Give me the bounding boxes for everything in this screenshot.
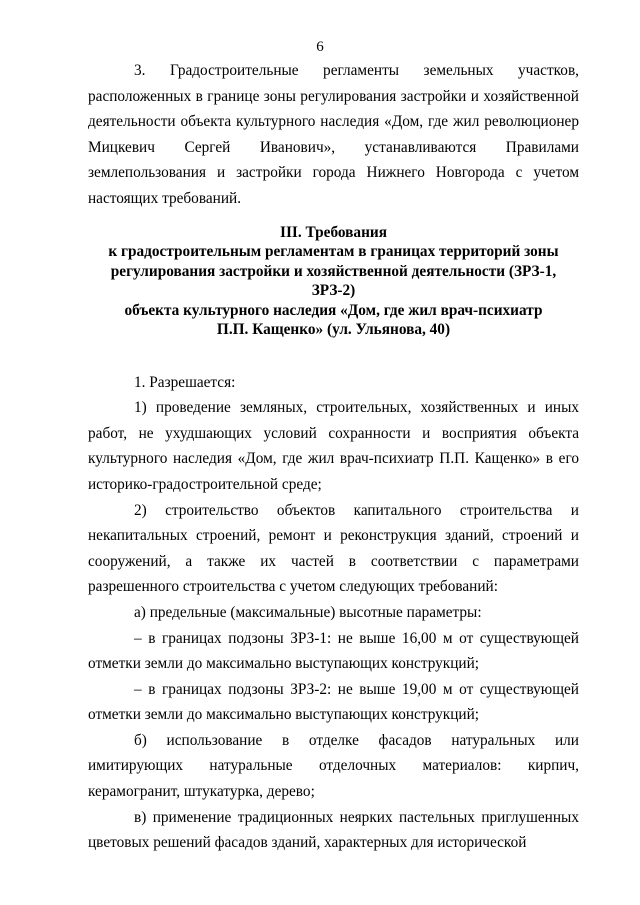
paragraph-zrz1: – в границах подзоны ЗРЗ-1: не выше 16,00 м от существующей отметки земли до максимально выступающих конструкций;	[88, 629, 579, 673]
paragraph-item-v: в) применение традиционных неярких пастельных приглушенных цветовых решений фасадов зданий, характерных для исторической	[88, 808, 579, 852]
paragraph-item-b: б) использование в отделке фасадов натуральных или имитирующих натуральные отделочных материалов: кирпич, керамогранит, штукатурка, дерево;	[88, 731, 579, 801]
paragraph-zrz2: – в границах подзоны ЗРЗ-2: не выше 19,00 м от существующей отметки земли до максимально выступающих конструкций;	[88, 680, 579, 724]
paragraph-item-2: 2) строительство объектов капитального строительства и некапитальных строений, ремонт и реконструкция зданий, строений и сооружений, а также их частей в соответствии с параметрами разрешенного строительства с учетом следующих требований:	[88, 501, 579, 596]
heading-line-1: III. Требования	[280, 223, 387, 241]
heading-line-3: регулирования застройки и хозяйственной деятельности (ЗРЗ-1, ЗРЗ-2)	[110, 262, 557, 300]
paragraph-item-1: 1) проведение земляных, строительных, хозяйственных и иных работ, не ухудшающих условий сохранности и восприятия объекта культурного наследия «Дом, где жил врач-психиатр П.П. Кащенко» в его историко-градостроительной среде;	[88, 399, 579, 493]
document-body	[88, 58, 579, 856]
heading-line-2: к градостроительным регламентам в границах территорий зоны	[108, 243, 559, 261]
heading-line-5: П.П. Кащенко» (ул. Ульянова, 40)	[216, 321, 451, 339]
paragraph-permitted: 1. Разрешается:	[134, 373, 236, 391]
heading-line-4: объекта культурного наследия «Дом, где жил врач-психиатр	[124, 301, 543, 319]
section-3-paragraph: 3. Градостроительные регламенты земельных участков, расположенных в границе зоны регулирования застройки и хозяйственной деятельности объекта культурного наследия «Дом, где жил революционер Мицкевич Сергей Иванович», устанавливаются Правилами землепользования и застройки города Нижнего Новгорода с учетом настоящих требований.	[88, 62, 579, 207]
section-heading	[88, 223, 579, 340]
page-number: 6	[316, 39, 324, 55]
heading-spacer	[88, 340, 579, 370]
paragraph-item-a: а) предельные (максимальные) высотные параметры:	[134, 603, 482, 621]
